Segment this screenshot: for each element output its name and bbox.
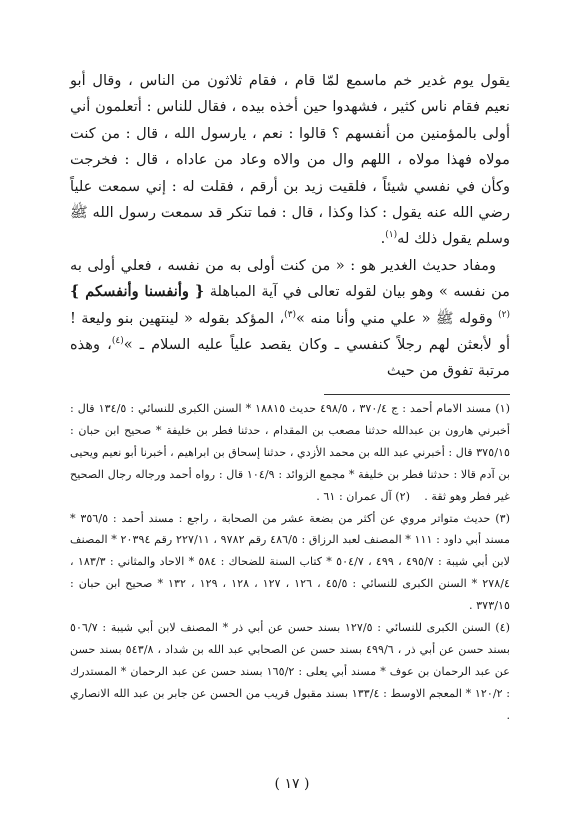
page-number: ( ١٧ ) [274, 776, 310, 792]
paragraph-2 [70, 253, 510, 385]
quran-verse: { وأنفسنا وأنفسكم } [70, 283, 205, 301]
body-text [70, 68, 510, 385]
paragraph-2-ending: ، وهذه مرتبة تفوق من حيث [70, 336, 510, 380]
footnote-separator [324, 394, 510, 395]
hadith-text: وقوله ﷺ « علي مني وأنا منه » [296, 309, 493, 327]
footnote-marker-3: (٣) [284, 309, 297, 320]
footnote-3: (٣) حديث متواتر مروي عن أكثر من بضعة عشر من الصحابة ، راجع : مسند أحمد : ٣٥٦/٥ * مسند أبي داود : ١١١ * المصنف لعبد الرزاق : ٤٨٦/٥ رقم ٩٧٨٢ ، ٢٢٧/١١ رقم ٢٠٣٩٤ * المصنف لابن أبي شيبة : ٤٩٥/٧ ، ٤٩٩ ، ٥٠٤/٧ * كتاب السنة للضحاك : ٥٨٤ * الاحاد والمثاني : ١٨٣/٣ ، ٢٧٨/٤ * السنن الكبرى للنسائي : ٤٥/٥ ، ١٢٦ ، ١٢٧ ، ١٢٨ ، ١٢٩ ، ١٣٢ * صحيح ابن حبان : ٣٧٣/١٥ . [70, 511, 510, 613]
footnote-marker-1: (١) [385, 230, 398, 241]
footnote-2-text: (٢) آل عمران : ٦١ . [316, 489, 411, 503]
footnote-marker-4: (٤) [111, 336, 124, 347]
footnote-1-text: (١) مسند الامام أحمد : ج ٣٧٠/٤ ، ٤٩٨/٥ حديث ١٨٨١٥ * السنن الكبرى للنسائي : ١٣٤/٥ قال : أخبرني هارون بن عبدالله حدثنا مصعب بن المقدام ، حدثنا فطر بن خليفة * صحيح ابن حبان : ٣٧٥/١٥ قال : أخبرني عبد الله بن محمد الأزدي ، حدثنا إسحاق بن ابراهيم ، أخبرنا أبو نعيم ويحيى بن آدم قالا : حدثنا فطر بن خليفة * مجمع الزوائد : ١٠٤/٩ قال : رواه أحمد ورجاله رجال الصحيح غير فطر وهو ثقة . [70, 402, 510, 503]
footnotes [70, 398, 510, 727]
hadith-continuation: ، المؤكد بقوله « لينتهين بنو وليعة ! أو لأبعثن لهم رجلاً كنفسي ـ وكان يقصد علياً عليه السلام ـ » [70, 309, 511, 354]
paragraph-1-text: يقول يوم غدير خم ماسمع لمّا قام ، فقام ثلاثون من الناس ، وقال أبو نعيم فقام ناس كثير ، فشهدوا حين أخذه بيده ، فقال للناس : أتعلمون أني أولى بالمؤمنين من أنفسهم ؟ قالوا : نعم ، يارسول الله ، قال : من كنت مولاه فهذا مولاه ، اللهم وال من والاه وعاد من عاداه ، قال : فخرجت وكأن في نفسي شيئاً ، فلقيت زيد بن أرقم ، فقلت له : إني سمعت علياً رضي الله عنه يقول : كذا وكذا ، قال : فما تنكر قد سمعت رسول الله ﷺ وسلم يقول ذلك له [70, 72, 510, 248]
footnote-1 [70, 398, 510, 508]
paragraph-1: يقول يوم غدير خم ماسمع لمّا قام ، فقام ثلاثون من الناس ، وقال أبو نعيم فقام ناس كثير ، فشهدوا حين أخذه بيده ، فقال للناس : أتعلمون أني أولى بالمؤمنين من أنفسهم ؟ قالوا : نعم ، يارسول الله ، قال : من كنت مولاه فهذا مولاه ، اللهم وال من والاه وعاد من عاداه ، قال : فخرجت وكأن في نفسي شيئاً ، فلقيت زيد بن أرقم ، فقلت له : إني سمعت علياً رضي الله عنه يقول : كذا وكذا ، قال : فما تنكر قد سمعت رسول الله ﷺ وسلم يقول ذلك له$^{(١)}$. [70, 72, 510, 248]
footnote-4: (٤) السنن الكبرى للنسائي : ١٢٧/٥ بسند حسن عن أبي ذر * المصنف لابن أبي شيبة : ٥٠٦/٧ بسند حسن عن أبي ذر ، ٤٩٩/٦ بسند حسن عن الصحابي عبد الله بن شداد ، ٥٤٣/٨ بسند حسن عن عبد الرحمان بن عوف * مسند أبي يعلى : ١٦٥/٢ بسند حسن عن عبد الرحمان * المستدرك : ١٢٠/٢ * المعجم الاوسط : ١٣٣/٤ بسند مقبول قريب من الحسن عن جابر بن عبد الله الانصاري . [70, 621, 511, 722]
footnote-marker-2: (٢) [498, 309, 511, 320]
paragraph-2-text: ومفاد حديث الغدير هو : « من كنت أولى به من نفسه ، فعلي أولى به من نفسه » وهو بيان لقوله تعالى في آية المباهلة [70, 256, 510, 301]
